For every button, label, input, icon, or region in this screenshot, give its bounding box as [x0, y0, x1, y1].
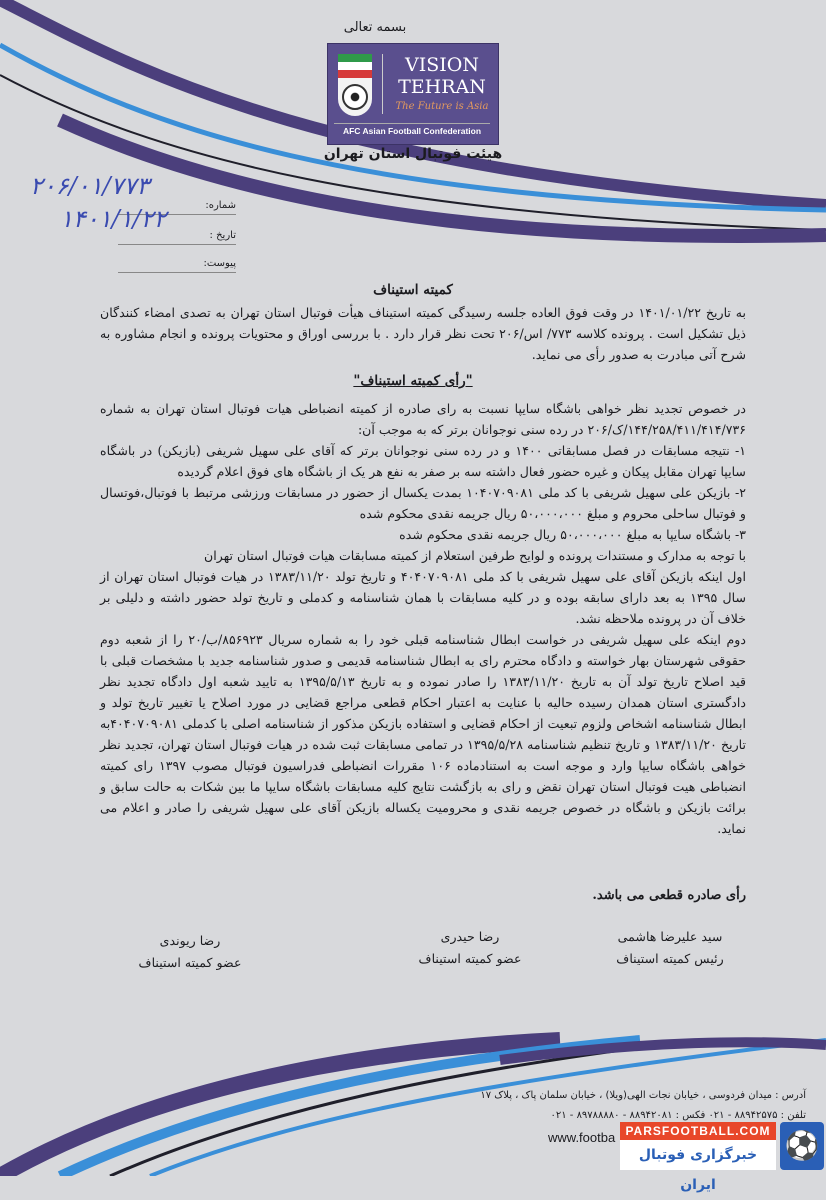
verdict-paragraph: با توجه به مدارک و مستندات پرونده و لوایح طرفین استعلام از کمیته مسابقات هیات فوتبال استان تهران	[204, 548, 746, 563]
signature-member	[370, 926, 570, 970]
signature-member	[90, 930, 290, 974]
attachment-label: پیوست:	[203, 258, 236, 269]
intro-paragraph: به تاریخ ۱۴۰۱/۰۱/۲۲ در وقت فوق العاده جلسه رسیدگی کمیته استیناف هیأت فوتبال استان تهران به تصدی امضاء کنندگان ذیل تشکیل است . پرونده کلاسه ۷۷۳/ اس/۲۰۶ تحت نظر قرار دارد . با بررسی اوراق و محتویات پرونده و انجام مشاوره به شرح آتی مبادرت به صدور رأی می نماید.	[100, 305, 746, 362]
signatory-role: عضو کمیته استیناف	[418, 951, 522, 966]
verdict-item-1: ۱- نتیجه مسابقات در فصل مسابقاتی ۱۴۰۰ و در رده سنی نوجوانان برتر که آقای علی سهیل شریفی (بازیکن) در باشگاه سایپا تهران مقابل پیکان و غیره حضور فعال داشته سه بر صفر به نفع هر یک از باشگاه های فوق اعلام گردیده	[100, 443, 747, 479]
date-label: تاریخ :	[209, 230, 236, 241]
attachment-field	[118, 258, 236, 273]
federation-emblem-icon	[338, 54, 372, 116]
footer-phone: تلفن : ۸۸۹۴۲۵۷۵ - ۰۲۱ فکس : ۸۸۹۴۲۰۸۱ - ۸۹۷۸۸۸۸۰ - ۰۲۱	[550, 1110, 806, 1121]
footer-address: آدرس : میدان فردوسی ، خیابان نجات الهی(ویلا) ، خیابان سلمان پاک ، پلاک ۱۷	[480, 1090, 806, 1101]
verdict-heading: "رأی کمیته استیناف"	[353, 373, 473, 389]
verdict-paragraph: دوم اینکه علی سهیل شریفی در خواست ابطال شناسنامه قبلی خود را به شماره سریال ۸۵۶۹۲۳/ب/۲۰ را از شعبه دوم حقوقی شهرستان بهار خواسته و دادگاه محترم رای به ابطال شناسنامه قدیمی و صدور شناسنامه جدید با مشخصات قبلی با قید اصلاح تاریخ تولد آن به تاریخ ۱۳۸۳/۱۱/۲۰ را صادر نموده و به تاریخ ۱۳۹۵/۵/۱۳ به تایید شعبه اول دادگاه تجدید نظر دادگستری استان همدان رسیده حالیه با عنایت به اعتبار احکام قطعی مراجع قضایی در مورد اصلاح یا تغییر تاریخ تولد و ابطال شناسنامه اشخاص ولزوم تبعیت از احکام قضایی و استفاده بازیکن مذکور از شناسنامه اصلی با کدملی ۴۰۴۰۷۰۹۰۸۱به تاریخ ۱۳۸۳/۱۱/۲۰ و تاریخ تنظیم شناسنامه ۱۳۹۵/۵/۲۸ در تمامی مسابقات ثبت شده در هیات فوتبال استان تهران، تجدید نظر خواهی باشگاه سایپا وارد و موجه است به استنادماده ۱۰۶ مقررات انضباطی فدراسیون فوتبال مصوب ۱۳۹۷ رای کمیته انضباطی هیت فوتبال استان تهران نقض و رای به بازگشت نتایج کلیه مسابقات باشگاه سایپا ما بین شکات به حالت سابق و برائت بازیکن و باشگاه در خصوص جریمه نقدی و محرومیت یکساله بازیکن آقای علی سهیل شریفی را صادر و اعلام می نماید.	[100, 632, 746, 836]
signature-chair	[570, 926, 770, 970]
verdict-paragraph: در خصوص تجدید نظر خواهی باشگاه سایپا نسبت به رای صادره از کمیته انضباطی هیات فوتبال استان تهران به شماره ۱۴۴/۲۵۸/۴۱۱/۴۱۴/۷۳۶/ک/۲۰۶ در رده سنی نوجوانان برتر که به موجب آن:	[100, 401, 746, 437]
committee-title: کمیته استیناف	[373, 282, 453, 298]
logo-line2: TEHRAN	[398, 76, 486, 98]
verdict-item-3: ۳- باشگاه سایپا به مبلغ ۵۰،۰۰۰،۰۰۰ ریال جریمه نقدی محکوم شده	[399, 527, 746, 542]
number-value: ۲۰۶/۰۱/۷۷۳	[30, 172, 150, 200]
watermark-site: PARSFOOTBALL.COM	[620, 1122, 776, 1140]
footer-url: www.footba	[548, 1130, 616, 1145]
verdict-body	[100, 398, 746, 839]
parsfootball-watermark	[620, 1122, 826, 1193]
signatory-name: رضا ریوندی	[159, 933, 221, 948]
number-label: شماره:	[205, 200, 236, 211]
signatory-role: رئیس کمیته استیناف	[616, 951, 724, 966]
signatory-name: رضا حیدری	[440, 929, 500, 944]
signatory-role: عضو کمیته استیناف	[138, 955, 242, 970]
watermark-label: خبرگزاری فوتبال ایران	[620, 1140, 776, 1170]
final-statement: رأی صادره قطعی می باشد.	[592, 888, 746, 903]
vision-tehran-logo	[327, 43, 499, 145]
organization-name: هیئت فوتبال استان تهران	[323, 146, 503, 162]
logo-afc: AFC Asian Football Confederation	[334, 123, 490, 136]
verdict-paragraph: اول اینکه بازیکن آقای علی سهیل شریفی با کد ملی ۴۰۴۰۷۰۹۰۸۱ و تاریخ تولد ۱۳۸۳/۱۱/۲۰ در هیات فوتبال استان تهران از سال ۱۳۹۵ به بعد دارای سابقه بوده و در کلیه مسابقات با همان شناسنامه و کدملی و تاریخ تولد حضور داشته و دلیلی بر خلاف آن در پرونده ملاحظه نشد.	[100, 569, 746, 626]
football-player-icon: ⚽	[780, 1122, 824, 1170]
signatory-name: سید علیرضا هاشمی	[617, 929, 723, 944]
logo-tagline: The Future is Asia	[395, 101, 489, 112]
verdict-item-2: ۲- بازیکن علی سهیل شریفی با کد ملی ۱۰۴۰۷۰۹۰۸۱ بمدت یکسال از حضور در مسابقات ورزشی مرتبط با فوتبال،فوتسال و فوتبال ساحلی محروم و مبلغ ۵۰،۰۰۰،۰۰۰ ریال جریمه نقدی محکوم شده	[100, 485, 746, 521]
logo-line1: VISION	[405, 54, 479, 76]
date-value: ۱۴۰۱/۱/۲۲	[60, 205, 167, 233]
bismillah: بسمه تعالی	[343, 20, 407, 35]
